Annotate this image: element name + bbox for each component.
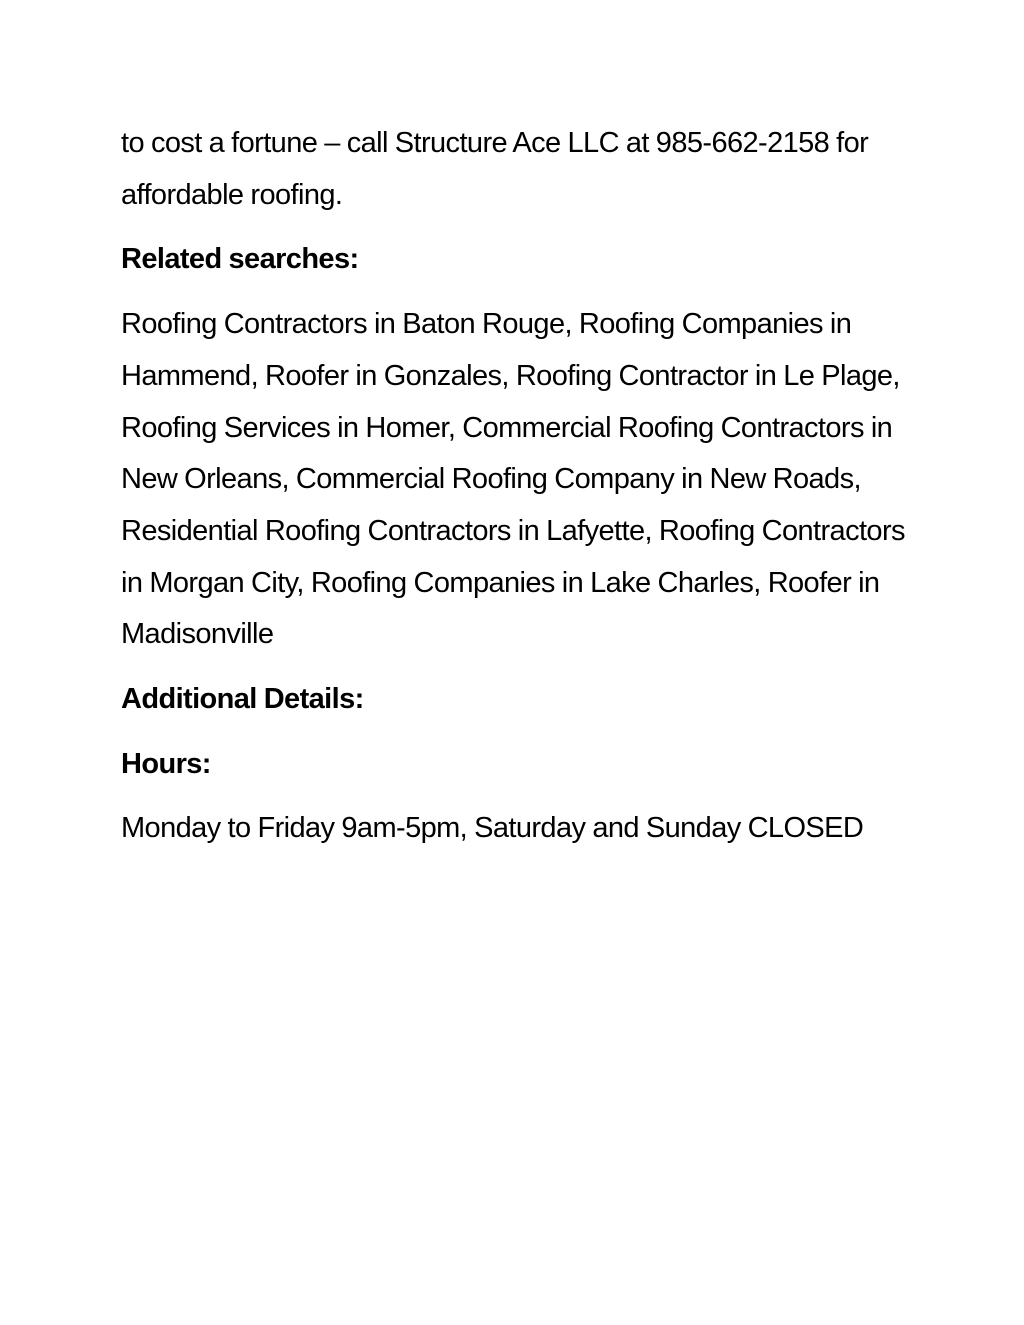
hours-heading: Hours: <box>121 747 211 780</box>
additional-details-heading: Additional Details: <box>121 683 364 716</box>
intro-paragraph: to cost a fortune – call Structure Ace LLC at 985-662-2158 for affordable roofing. <box>121 127 869 211</box>
document-page <box>121 118 911 868</box>
related-searches-heading: Related searches: <box>121 243 359 276</box>
related-searches-list: Roofing Contractors in Baton Rouge, Roofing Companies in Hammend, Roofer in Gonzales, Roofing Contractor in Le Plage, Roofing Services in Homer, Commercial Roofing Contractors in New Orleans, Commercial Roofing Company in New Roads, Residential Roofing Contractors in Lafyette, Roofing Contractors in Morgan City, Roofing Companies in Lake Charles, Roofer in Madisonville <box>121 308 905 651</box>
hours-text: Monday to Friday 9am-5pm, Saturday and Sunday CLOSED <box>121 812 864 845</box>
